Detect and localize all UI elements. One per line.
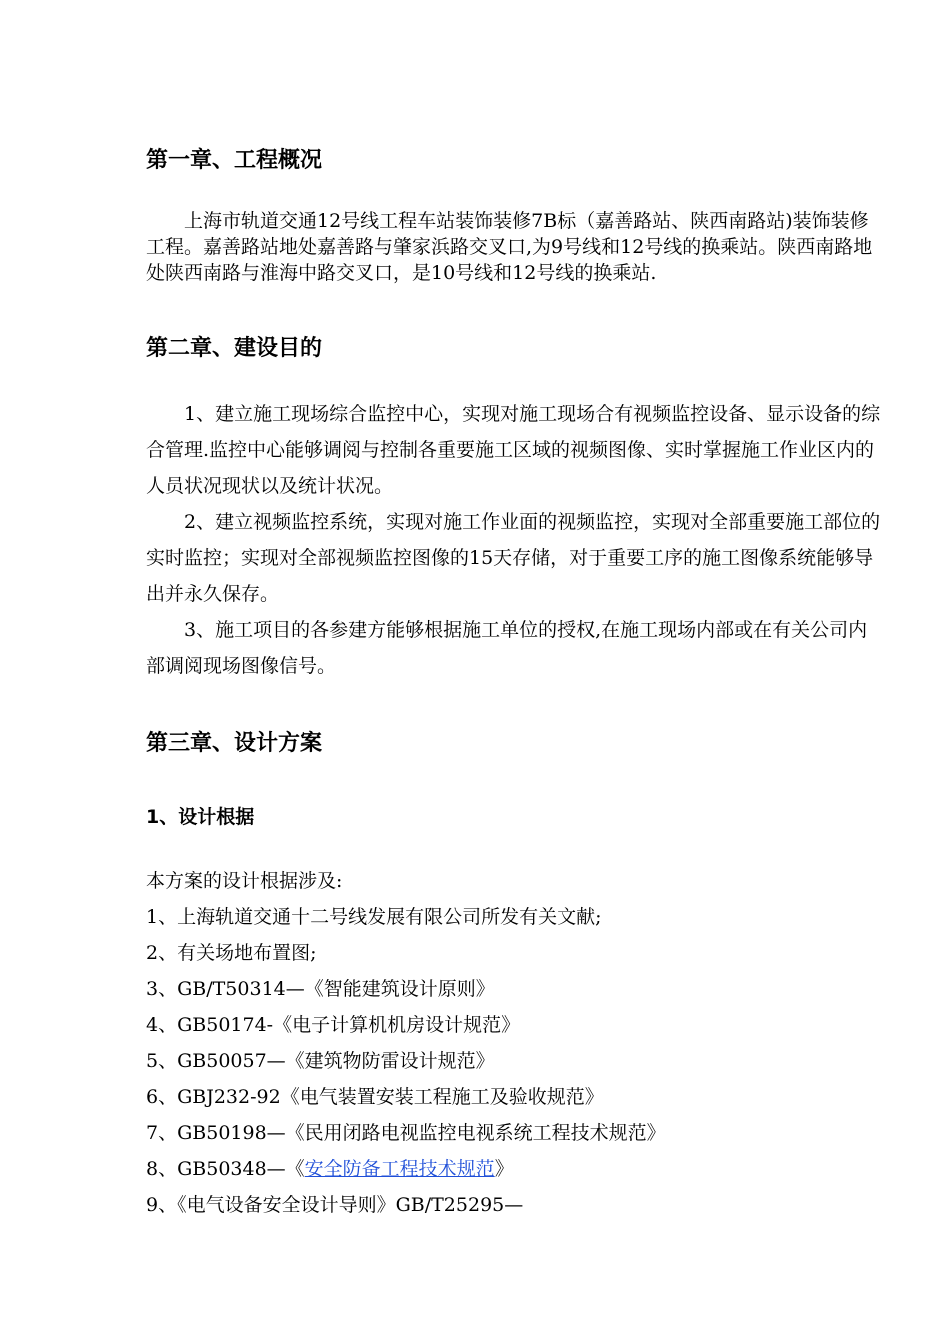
basis-item-8-prefix: 8、GB50348—《	[146, 1158, 305, 1180]
security-standard-link[interactable]: 安全防备工程技术规范	[304, 1158, 495, 1180]
basis-item-5: 5、GB50057—《建筑物防雷设计规范》	[146, 1050, 495, 1072]
project-overview-text: 上海市轨道交通12号线工程车站装饰装修7B标（嘉善路站、陕西南路站)装饰装修工程。嘉善路站地处嘉善路与肇家浜路交叉口,为9号线和12号线的换乘站。陕西南路地处陕西南路与淮海中路交叉口，是10号线和12号线的换乘站.	[146, 210, 873, 284]
basis-item-8-suffix: 》	[494, 1158, 514, 1180]
chapter-1-paragraph	[146, 208, 886, 286]
chapter-3-heading: 第三章、设计方案	[146, 731, 323, 756]
section-1-heading: 1、设计根据	[146, 806, 255, 828]
basis-item-9: 9、《电气设备安全设计导则》GB/T25295—	[146, 1194, 524, 1216]
basis-item-4: 4、GB50174-《电子计算机机房设计规范》	[146, 1014, 521, 1036]
objective-item-1: 1、建立施工现场综合监控中心，实现对施工现场合有视频监控设备、显示设备的综合管理.监控中心能够调阅与控制各重要施工区域的视频图像、实时掌握施工作业区内的人员状况现状以及统计状况。	[146, 403, 881, 497]
chapter-2-body	[146, 396, 886, 684]
basis-item-7: 7、GB50198—《民用闭路电视监控电视系统工程技术规范》	[146, 1122, 666, 1144]
chapter-1-heading: 第一章、工程概况	[146, 148, 323, 173]
basis-item-6: 6、GBJ232-92《电气装置安装工程施工及验收规范》	[146, 1086, 604, 1108]
chapter-2-heading: 第二章、建设目的	[146, 336, 323, 361]
objective-item-2: 2、建立视频监控系统，实现对施工作业面的视频监控，实现对全部重要施工部位的实时监控；实现对全部视频监控图像的15天存储，对于重要工序的施工图像系统能够导出并永久保存。	[146, 511, 881, 605]
basis-item-2: 2、有关场地布置图;	[146, 942, 317, 964]
basis-item-3: 3、GB/T50314—《智能建筑设计原则》	[146, 978, 495, 1000]
objective-item-3: 3、施工项目的各参建方能够根据施工单位的授权,在施工现场内部或在有关公司内部调阅现场图像信号。	[146, 619, 868, 677]
basis-item-1: 1、上海轨道交通十二号线发展有限公司所发有关文献;	[146, 906, 602, 928]
basis-item-8	[146, 1156, 514, 1182]
basis-intro: 本方案的设计根据涉及:	[146, 870, 343, 892]
